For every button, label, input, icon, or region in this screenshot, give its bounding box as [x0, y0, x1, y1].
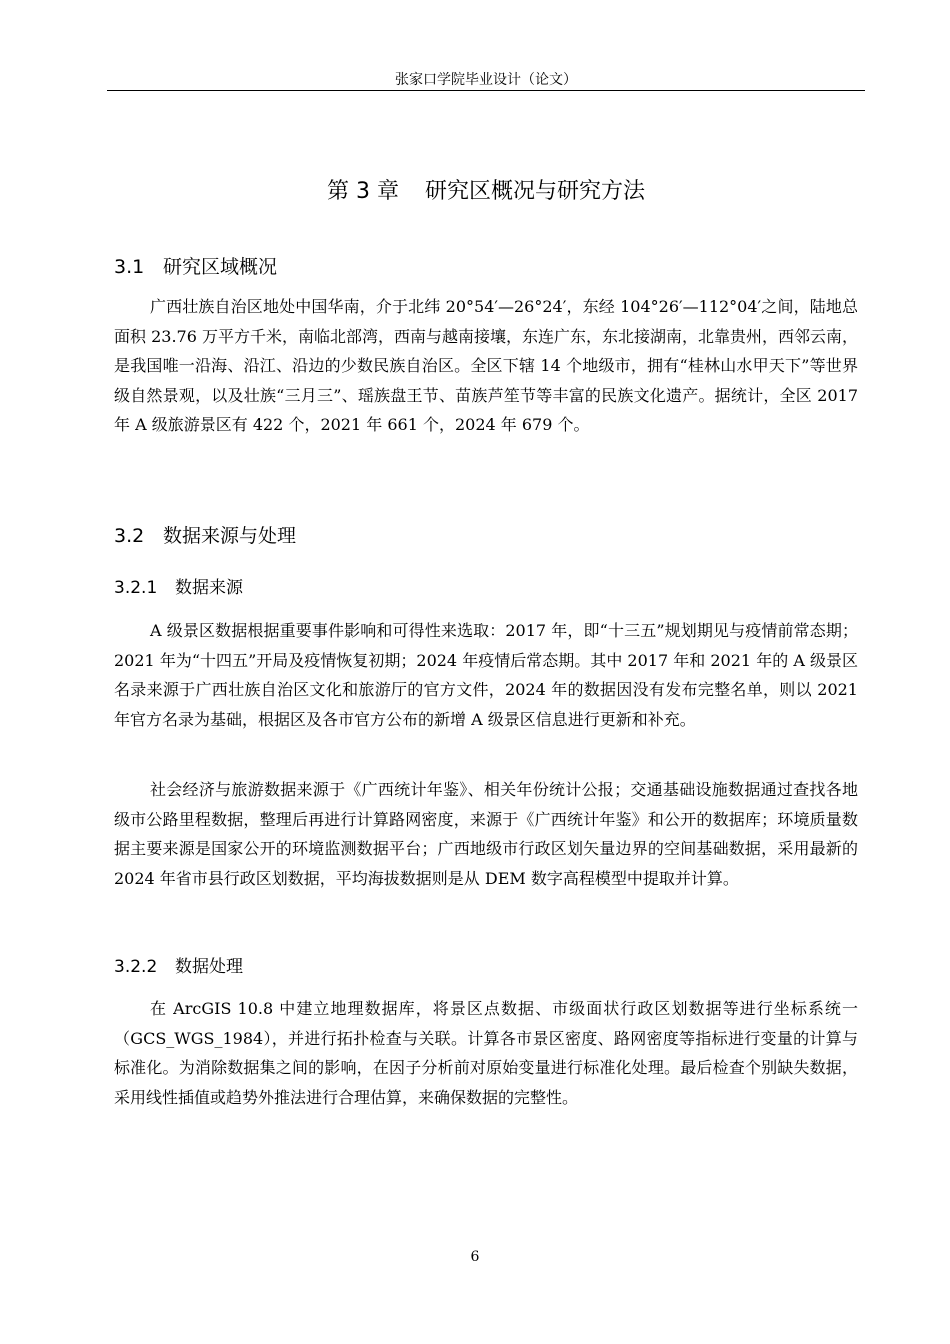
section-heading-3-1 [114, 253, 277, 281]
paragraph-data-source-2: 社会经济与旅游数据来源于《广西统计年鉴》、相关年份统计公报；交通基础设施数据通过查找各地级市公路里程数据，整理后再进行计算路网密度，来源于《广西统计年鉴》和公开的数据库；环境质量数据主要来源是国家公开的环境监测数据平台；广西地级市行政区划矢量边界的空间基础数据，采用最新的 2024 年省市县行政区划数据，平均海拔数据则是从 DEM 数字高程模型中提取并计算。 [114, 780, 858, 888]
paragraph-data-source-1: A 级景区数据根据重要事件影响和可得性来选取：2017 年，即“十三五”规划期见与疫情前常态期；2021 年为“十四五”开局及疫情恢复初期；2024 年疫情后常态期。其中 2017 年和 2021 年的 A 级景区名录来源于广西壮族自治区文化和旅游厅的官方文件，2024 年的数据因没有发布完整名单，则以 2021 年官方名录为基础，根据区及各市官方公布的新增 A 级景区信息进行更新和补充。 [114, 621, 858, 729]
running-header: 张家口学院毕业设计（论文） [395, 72, 577, 88]
section-heading-3-2 [114, 522, 296, 550]
section-title: 研究区域概况 [163, 256, 278, 278]
section-number: 3.2 [114, 525, 145, 547]
paragraph-study-area: 广西壮族自治区地处中国华南，介于北纬 20°54′—26°24′，东经 104°26′—112°04′之间，陆地总面积 23.76 万平方千米，南临北部湾，西南与越南接壤，东连广东，东北接湖南，北靠贵州，西邻云南，是我国唯一沿海、沿江、沿边的少数民族自治区。全区下辖 14 个地级市，拥有“桂林山水甲天下”等世界级自然景观，以及壮族“三月三”、瑶族盘王节、苗族芦笙节等丰富的民族文化遗产。据统计，全区 2017 年 A 级旅游景区有 422 个，2021 年 661 个，2024 年 679 个。 [114, 297, 858, 435]
chapter-title [107, 176, 865, 208]
section-title: 数据处理 [175, 957, 243, 977]
header-rule [107, 90, 865, 91]
page-number: 6 [470, 1249, 480, 1265]
section-heading-3-2-2 [114, 954, 243, 980]
chapter-number: 第 3 章 [327, 179, 399, 204]
section-title: 数据来源与处理 [163, 525, 297, 547]
paragraph-data-processing: 在 ArcGIS 10.8 中建立地理数据库，将景区点数据、市级面状行政区划数据等进行坐标系统一（GCS_WGS_1984），并进行拓扑检查与关联。计算各市景区密度、路网密度等指标进行变量的计算与标准化。为消除数据集之间的影响，在因子分析前对原始变量进行标准化处理。最后检查个别缺失数据，采用线性插值或趋势外推法进行合理估算，来确保数据的完整性。 [114, 999, 858, 1107]
section-number: 3.2.1 [114, 578, 158, 598]
chapter-title-text: 研究区概况与研究方法 [424, 179, 645, 204]
section-title: 数据来源 [175, 578, 243, 598]
section-number: 3.2.2 [114, 957, 158, 977]
section-heading-3-2-1 [114, 575, 243, 601]
section-number: 3.1 [114, 256, 145, 278]
